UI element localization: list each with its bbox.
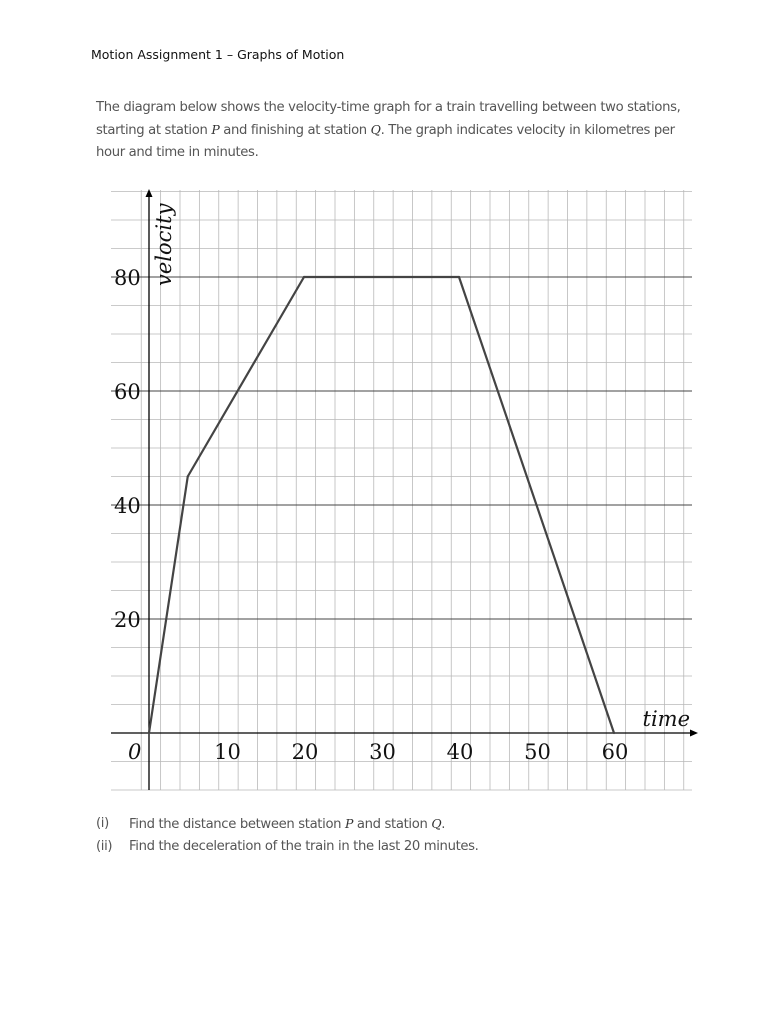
question-text-part: and station	[353, 817, 432, 832]
question-number: (i)	[96, 816, 109, 831]
y-tick-label: 40	[114, 494, 141, 518]
intro-line: hour and time in minutes.	[96, 145, 259, 160]
x-tick-label: 20	[291, 740, 319, 764]
x-axis-label: time	[642, 707, 690, 731]
y-tick-label: 20	[114, 608, 141, 632]
x-tick-label: 30	[369, 740, 396, 764]
y-tick-label: 60	[114, 380, 141, 404]
question-item	[96, 813, 479, 836]
y-tick-label: 80	[114, 266, 141, 290]
page-header: Motion Assignment 1 – Graphs of Motion	[91, 47, 345, 62]
data-point	[613, 732, 615, 734]
x-tick-label: 40	[446, 740, 474, 764]
grid	[111, 190, 692, 790]
question-text-part: .	[441, 817, 446, 832]
x-axis-arrowhead	[690, 730, 698, 737]
station-q-symbol: Q	[431, 816, 442, 831]
origin-label: 0	[128, 740, 142, 764]
intro-text: starting at station	[96, 123, 212, 138]
station-q-symbol: Q	[370, 122, 381, 137]
x-tick-label: 10	[214, 740, 241, 764]
questions	[96, 813, 479, 858]
question-text	[129, 813, 445, 836]
y-axis-label: velocity	[152, 203, 176, 286]
station-p-symbol: P	[345, 816, 354, 831]
data-point	[303, 276, 305, 278]
station-p-symbol: P	[211, 122, 220, 137]
data-point	[458, 276, 460, 278]
y-axis-arrowhead	[146, 189, 153, 197]
data-point	[187, 475, 189, 477]
intro-text: and finishing at station	[219, 123, 371, 138]
intro-line: The diagram below shows the velocity-time graph for a train travelling between two stations,	[96, 100, 681, 115]
question-number: (ii)	[96, 839, 113, 854]
intro-text: . The graph indicates velocity in kilometres per	[380, 123, 675, 138]
x-tick-label: 60	[601, 740, 629, 764]
question-text-part: Find the distance between station	[129, 817, 346, 832]
x-tick-label: 50	[524, 740, 551, 764]
question-text: Find the deceleration of the train in the last 20 minutes.	[129, 839, 479, 854]
data-point	[148, 732, 150, 734]
question-item	[96, 836, 479, 858]
